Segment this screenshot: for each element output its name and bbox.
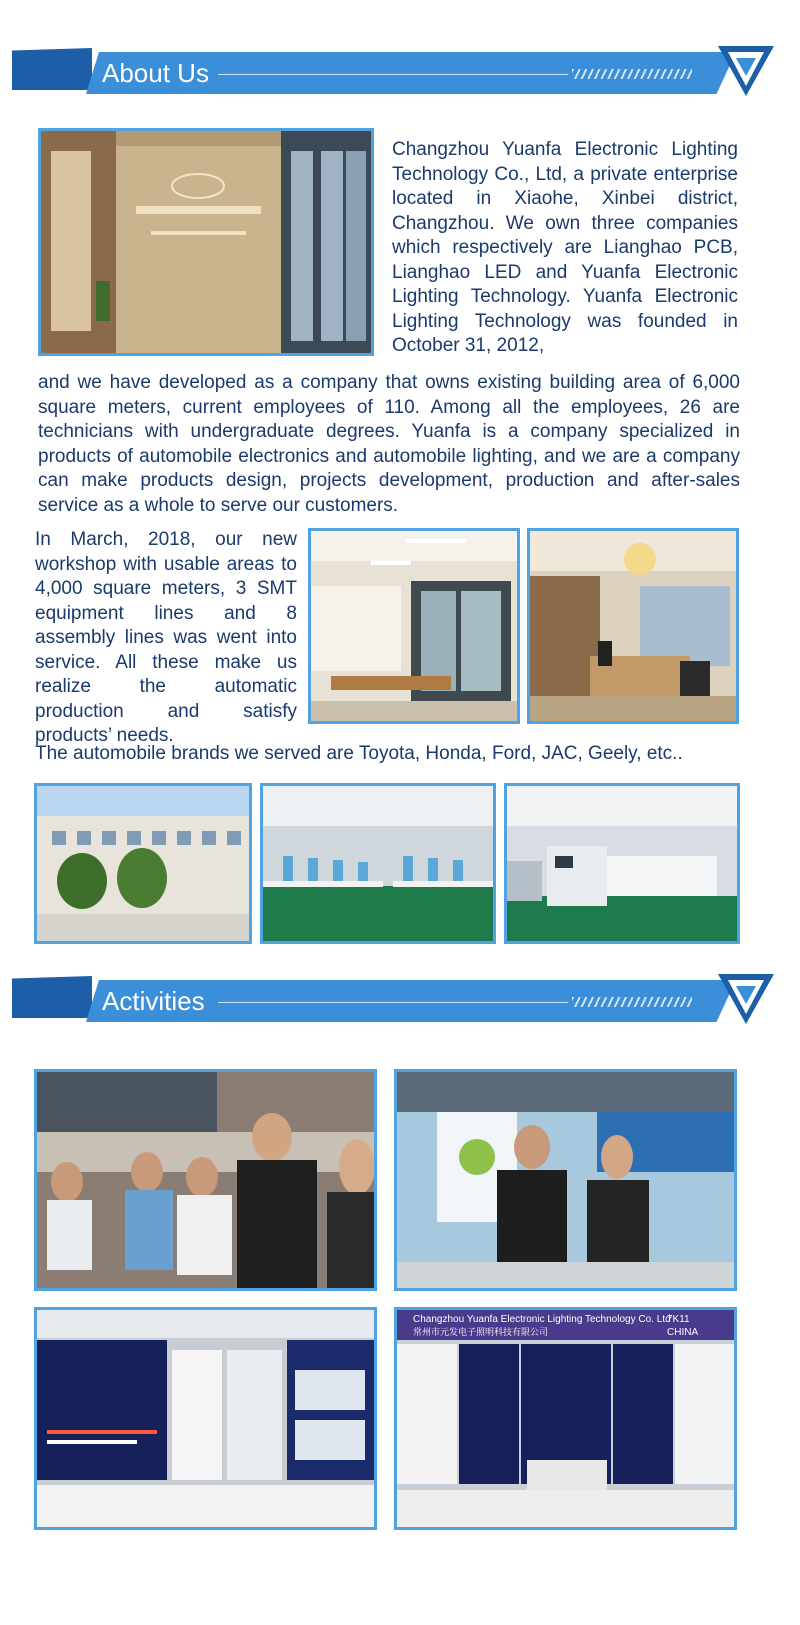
booth-banner-text: Changzhou Yuanfa Electronic Lighting Technology Co. Ltd <box>413 1314 671 1325</box>
section-title-activities: Activities <box>102 986 205 1016</box>
chevron-down-icon <box>718 974 774 1024</box>
smt-machine-photo <box>504 783 740 944</box>
exhibition-visitors-photo <box>34 1069 377 1291</box>
booth-banner-cn-text: 常州市元发电子照明科技有限公司 <box>413 1328 549 1338</box>
about-workshop-text: In March, 2018, our new workshop with usable areas to 4,000 square meters, 3 SMT equipment lines and 8 assembly lines was went into service. All these make us realize the automatic production and satisfy products’ needs. <box>35 529 297 746</box>
chevron-down-icon <box>718 46 774 96</box>
about-intro-text: Changzhou Yuanfa Electronic Lighting Technology Co., Ltd, a private enterprise located in Xiaohe, Xinbei district, Changzhou. We own three companies which respectively are Lianghao PCB, Lianghao LED and Yuanfa Electronic Lighting Technology. Yuanfa Electronic Lighting Technology was founded in October 31, 2012, <box>392 139 738 356</box>
brands-text: The automobile brands we served are Toyota, Honda, Ford, JAC, Geely, etc.. <box>35 743 683 764</box>
office-reception-photo <box>527 528 739 724</box>
banner-hatch <box>572 69 692 79</box>
banner-tab <box>12 976 92 1018</box>
factory-building-photo <box>34 783 252 944</box>
office-meeting-room-photo <box>308 528 520 724</box>
section-title-about: About Us <box>102 58 209 88</box>
booth-front-view-photo <box>394 1307 737 1530</box>
banner-tab <box>12 48 92 90</box>
about-development-text: and we have developed as a company that owns existing building area of 6,000 square meters, current employees of 110. Among all the employees, 26 are technicians with undergraduate degrees. Yuanfa is a company specialized in products of automobile electronics and automobile lighting, and we are a company can make products design, projects development, production and after-sales service as a whole to serve our customers. <box>38 372 740 516</box>
activities-banner <box>12 966 792 1028</box>
booth-side-view-photo <box>34 1307 377 1530</box>
booth-number-text: 7K11 <box>667 1314 690 1325</box>
banner-rule <box>218 1002 568 1003</box>
exhibition-handshake-photo <box>394 1069 737 1291</box>
banner-rule <box>218 74 568 75</box>
assembly-line-photo <box>260 783 496 944</box>
booth-country-text: CHINA <box>667 1327 699 1338</box>
lobby-photo <box>38 128 374 356</box>
about-us-banner <box>12 38 792 100</box>
banner-hatch <box>572 997 692 1007</box>
